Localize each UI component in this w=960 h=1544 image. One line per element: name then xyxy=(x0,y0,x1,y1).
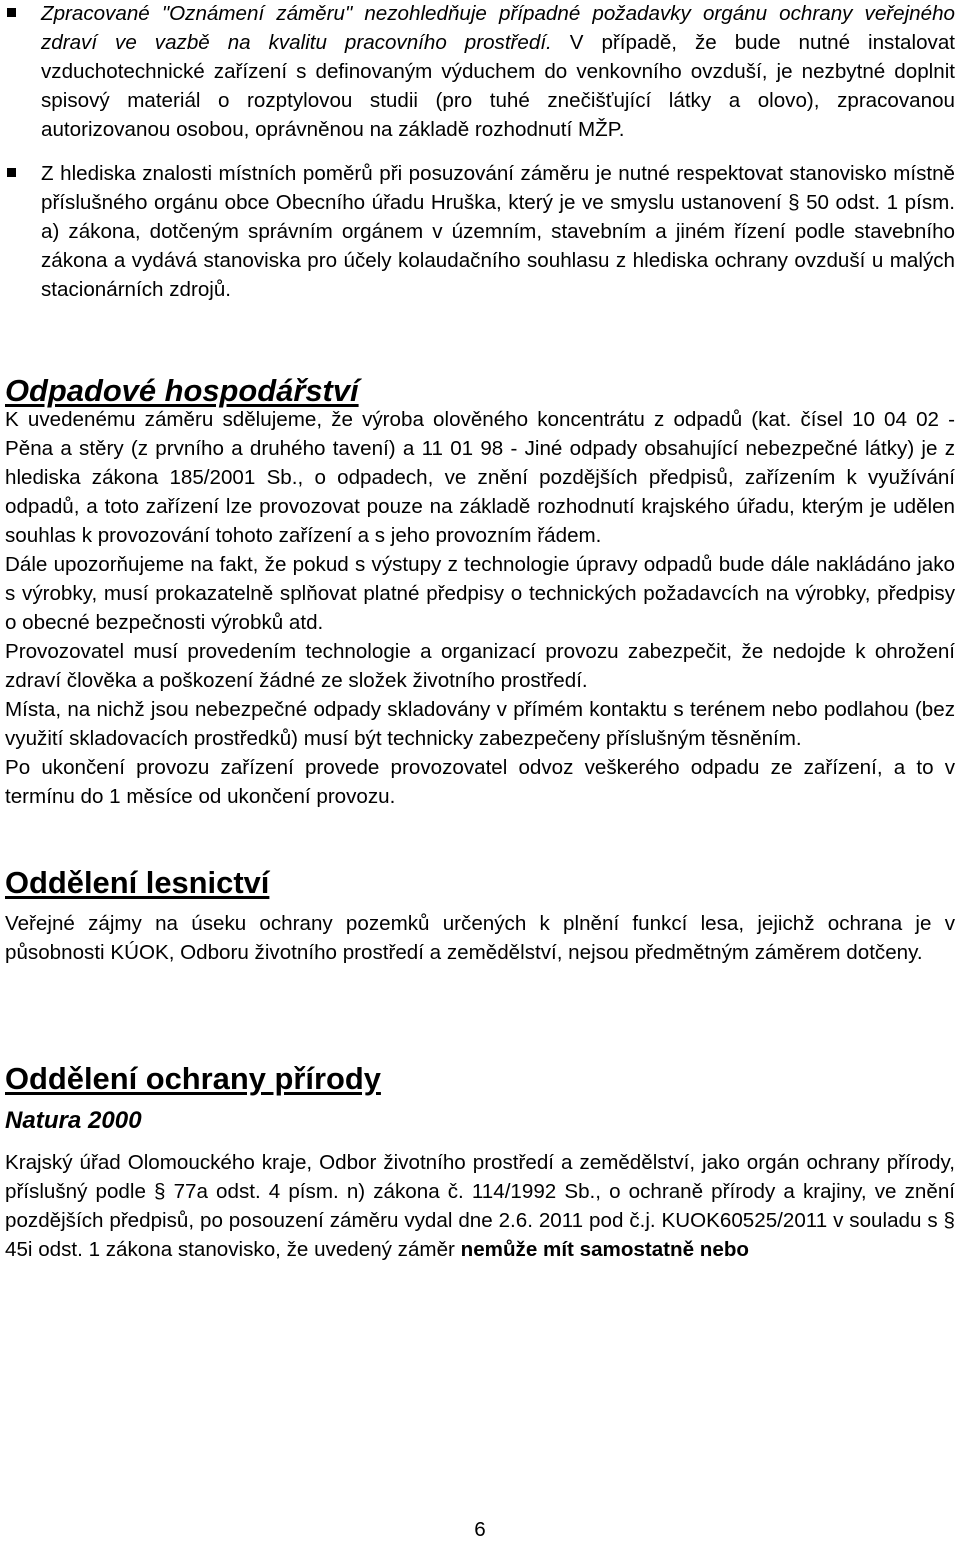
page-number: 6 xyxy=(474,1518,486,1541)
paragraph-text: Krajský úřad Olomouckého kraje, Odbor životního prostředí a zemědělství, jako orgán ochrany přírody, příslušný podle § 77a odst. 4 písm. n) zákona č. 114/1992 Sb., o ochraně přírody a krajiny, ve znění pozdějších předpisů, po posouzení záměru vydal dne 2.6. 2011 pod č.j. KUOK60525/2011 v souladu s § 45i odst. 1 zákona stanovisko, že uvedený záměr xyxy=(5,1151,955,1261)
section-odpady xyxy=(5,373,955,811)
bullet-item-local-authority xyxy=(5,159,955,304)
paragraph: K uvedenému záměru sdělujeme, že výroba olověného koncentrátu z odpadů (kat. čísel 10 04 02 - Pěna a stěry (z prvního a druhého tavení) a 11 01 98 - Jiné odpady obsahující nebezpečné látky) je z hlediska zákona 185/2001 Sb., o odpadech, ve znění pozdějších předpisů, zařízením k využívání odpadů, a toto zařízení lze provozovat pouze na základě rozhodnutí krajského úřadu, kterým je udělen souhlas k provozování tohoto zařízení a s jeho provozním řádem. xyxy=(5,408,955,547)
bullet-text: Z hlediska znalosti místních poměrů při posuzování záměru je nutné respektovat stanovisko místně příslušného orgánu obce Obecního úřadu Hruška, který je ve smyslu ustanovení § 50 odst. 1 písm. a) zákona, dotčeným správním orgánem v územním, stavebním a jiném řízení podle stavebního zákona a vydává stanoviska pro účely kolaudačního souhlasu z hlediska ochrany ovzduší u malých stacionárních zdrojů. xyxy=(41,162,955,301)
square-bullet-icon xyxy=(7,168,16,177)
subsection-heading: Natura 2000 xyxy=(5,1107,142,1134)
section-heading: Oddělení lesnictví xyxy=(5,865,270,900)
section-heading: Odpadové hospodářství xyxy=(5,373,359,408)
bullet-item-hygiene xyxy=(5,0,955,144)
paragraph: Po ukončení provozu zařízení provede provozovatel odvoz veškerého odpadu ze zařízení, a to v termínu do 1 měsíce od ukončení provozu. xyxy=(5,756,955,808)
document-page xyxy=(5,0,955,1264)
section-priroda xyxy=(5,1061,955,1264)
paragraph: Dále upozorňujeme na fakt, že pokud s výstupy z technologie úpravy odpadů bude dále nakládáno jako s výrobky, musí prokazatelně splňovat platné předpisy o technických požadavcích na výrobky, předpisy o obecné bezpečnosti výrobků atd. xyxy=(5,553,955,634)
paragraph: Místa, na nichž jsou nebezpečné odpady skladovány v přímém kontaktu s terénem nebo podlahou (bez využití skladovacích prostředků) musí být technicky zabezpečeny příslušným těsněním. xyxy=(5,698,955,750)
bullet-text: V případě, že bude nutné instalovat vzduchotechnické zařízení s definovaným výduchem do venkovního ovzduší, je nezbytné doplnit spisový materiál o rozptylovou studii (pro tuhé znečišťující látky a olovo), zpracovanou autorizovanou osobou, oprávněnou na základě rozhodnutí MŽP. xyxy=(41,31,956,141)
bullet-text-italic: Zpracované "Oznámení záměru" nezohledňuje případné požadavky orgánu ochrany veřejného zdraví ve vazbě na kvalitu pracovního prostředí. xyxy=(41,2,955,54)
paragraph xyxy=(5,1148,955,1264)
section-lesnictvi xyxy=(5,865,955,967)
square-bullet-icon xyxy=(7,8,16,17)
section-heading: Oddělení ochrany přírody xyxy=(5,1061,381,1096)
paragraph: Provozovatel musí provedením technologie a organizací provozu zabezpečit, že nedojde k ohrožení zdraví člověka a poškození žádné ze složek životního prostředí. xyxy=(5,640,955,692)
paragraph-bold-text: nemůže mít samostatně nebo xyxy=(460,1238,749,1261)
paragraph: Veřejné zájmy na úseku ochrany pozemků určených k plnění funkcí lesa, jejichž ochrana je v působnosti KÚOK, Odboru životního prostředí a zemědělství, nejsou předmětným záměrem dotčeny. xyxy=(5,912,955,964)
